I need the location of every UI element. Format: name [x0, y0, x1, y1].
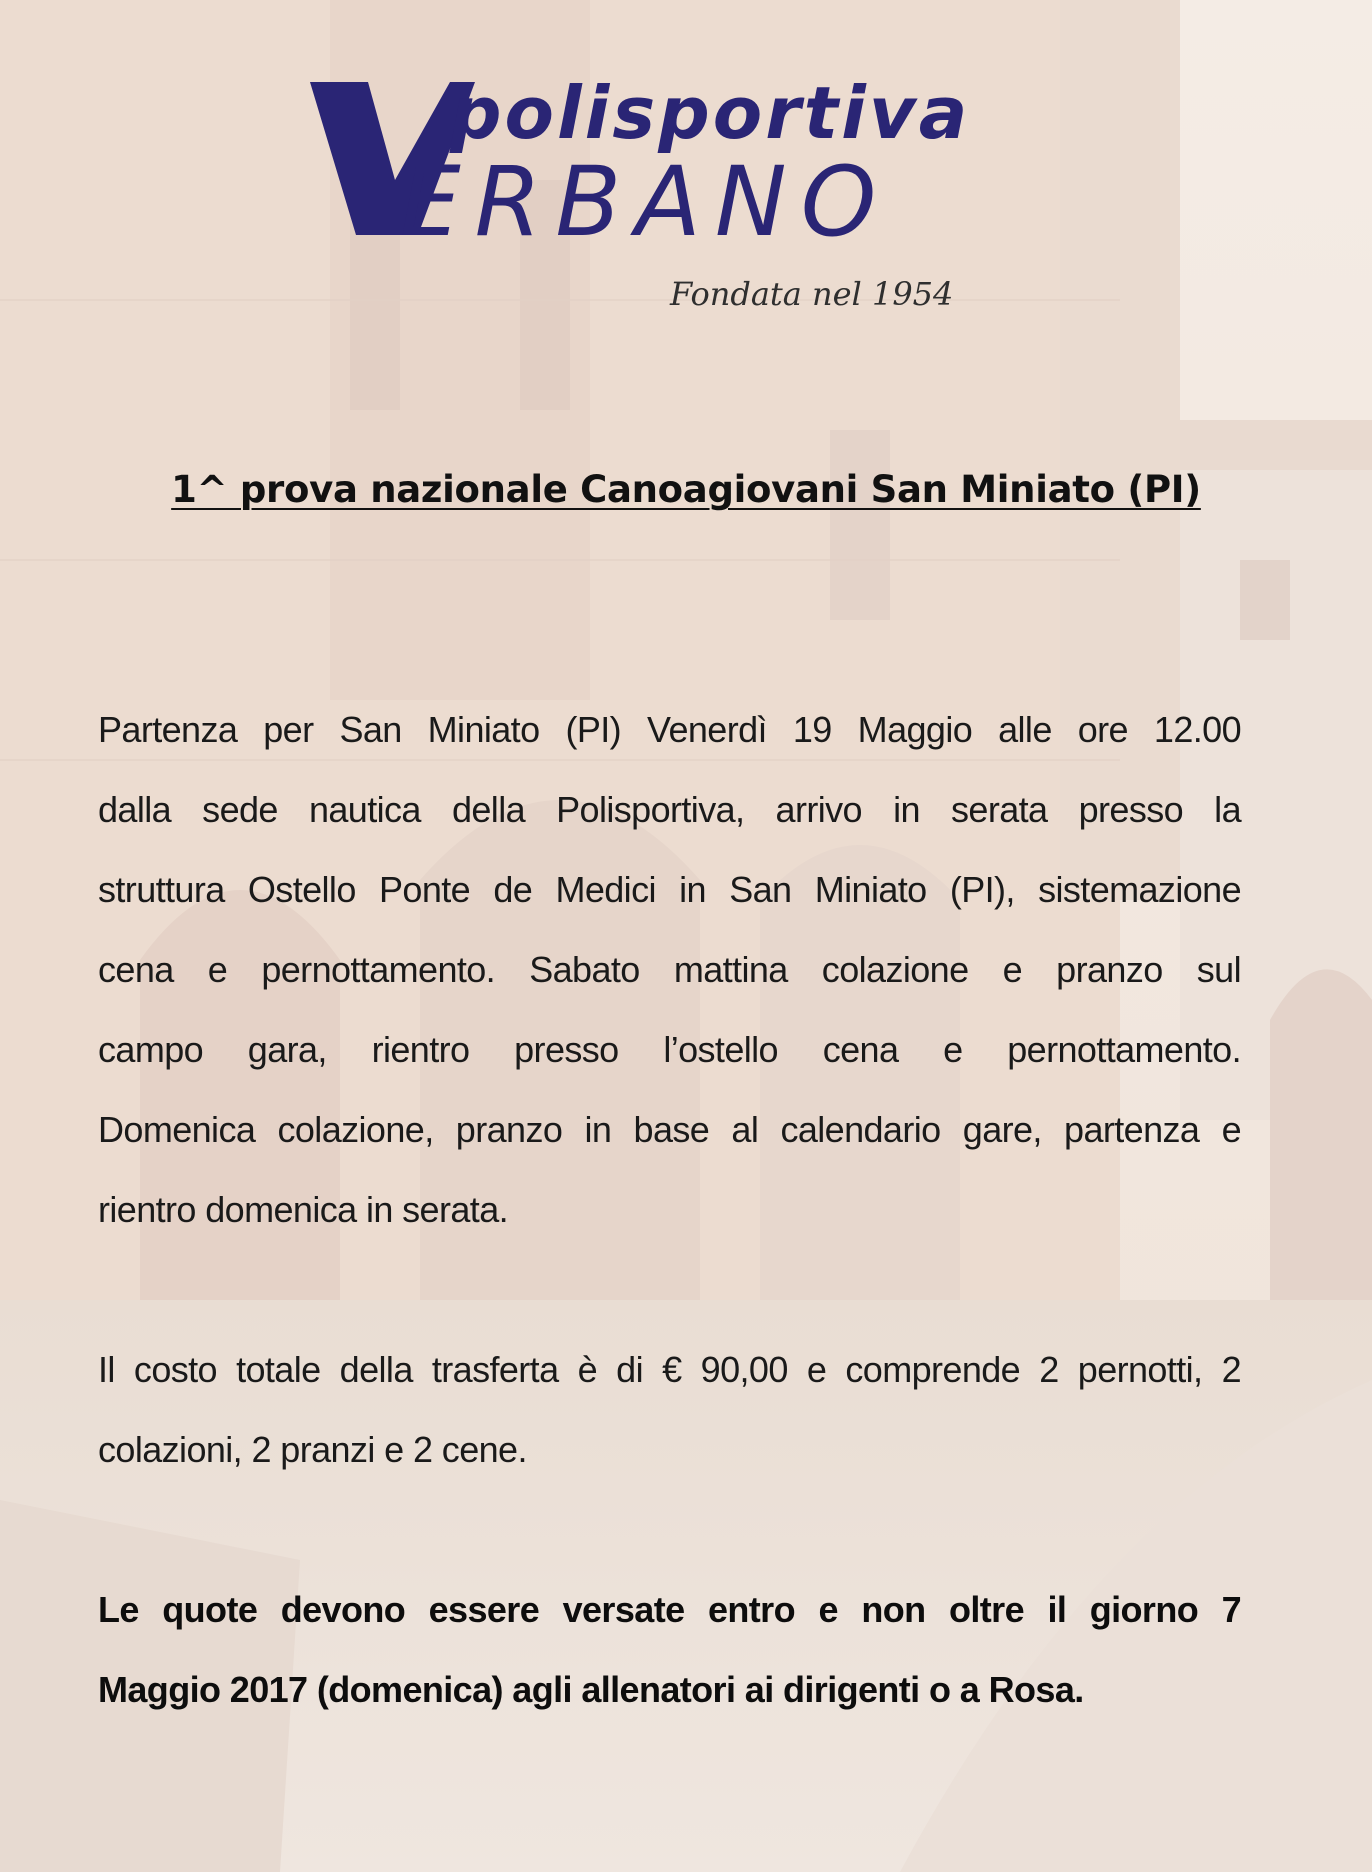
logo-tagline: Fondata nel 1954	[670, 275, 954, 313]
logo-main-word: ERBANO	[400, 146, 891, 258]
travel-details-paragraph	[98, 690, 1241, 1250]
paragraph-line: dalla sede nautica della Polisportiva, arrivo in serata presso la	[98, 789, 1241, 830]
paragraph-line: rientro domenica in serata.	[98, 1189, 509, 1230]
cost-paragraph	[98, 1330, 1241, 1490]
logo-top-word: polisportiva	[450, 71, 971, 155]
paragraph-line: campo gara, rientro presso l’ostello cena e pernottamento.	[98, 1029, 1241, 1070]
paragraph-line: cena e pernottamento. Sabato mattina colazione e pranzo sul	[98, 949, 1241, 990]
payment-deadline-paragraph	[98, 1570, 1241, 1730]
paragraph-line: Maggio 2017 (domenica) agli allenatori ai dirigenti o a Rosa.	[98, 1669, 1084, 1710]
paragraph-line: Partenza per San Miniato (PI) Venerdì 19 Maggio alle ore 12.00	[98, 709, 1241, 750]
document-title: 1^ prova nazionale Canoagiovani San Miniato (PI)	[171, 468, 1201, 511]
paragraph-line: struttura Ostello Ponte de Medici in San Miniato (PI), sistemazione	[98, 869, 1241, 910]
paragraph-line: colazioni, 2 pranzi e 2 cene.	[98, 1429, 527, 1470]
paragraph-line: Domenica colazione, pranzo in base al calendario gare, partenza e	[98, 1109, 1241, 1150]
polisportiva-verbano-logo	[300, 60, 1080, 330]
paragraph-line: Il costo totale della trasferta è di € 90,00 e comprende 2 pernotti, 2	[98, 1349, 1241, 1390]
paragraph-line: Le quote devono essere versate entro e non oltre il giorno 7	[98, 1589, 1241, 1630]
